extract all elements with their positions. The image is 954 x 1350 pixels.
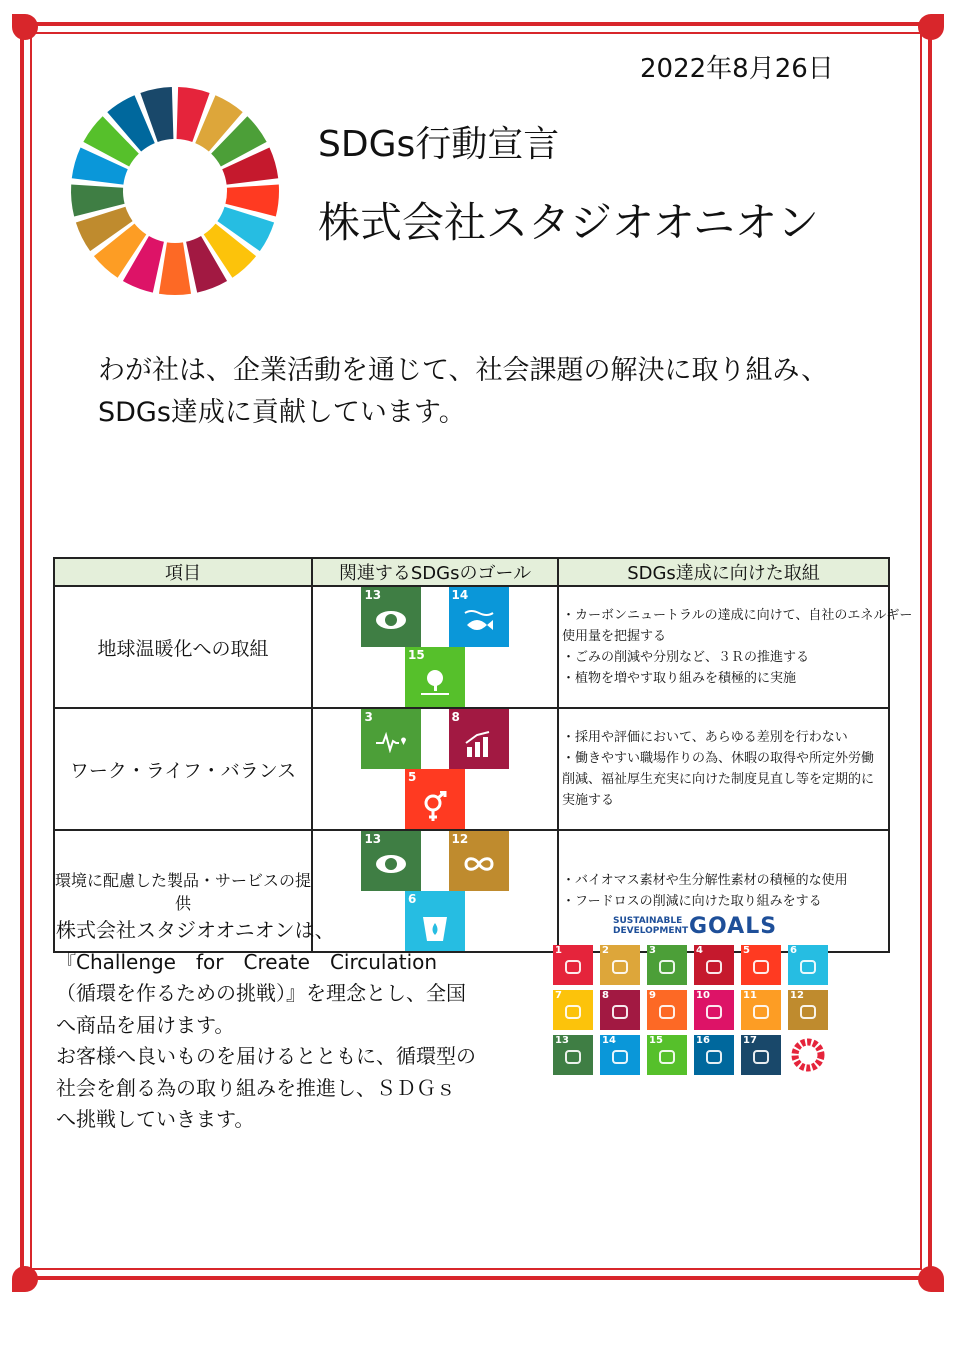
goal-symbol-icon: [659, 1005, 675, 1019]
goal-symbol-icon: [753, 960, 769, 974]
row-actions: [558, 708, 889, 830]
company-name: 株式会社スタジオオニオン: [318, 198, 820, 247]
sdg-5-icon: 5: [405, 769, 465, 829]
header-item: 項目: [54, 558, 312, 586]
page-title: SDGs行動宣言: [318, 124, 560, 165]
goal-symbol-icon: [706, 1005, 722, 1019]
sdg-11-tile: 11: [741, 990, 781, 1030]
goal-symbol-icon: [706, 960, 722, 974]
closing-line: お客様へ良いものを届けるとともに、循環型の: [56, 1044, 476, 1068]
sdg-8-tile: 8: [600, 990, 640, 1030]
sdg-7-tile: 7: [553, 990, 593, 1030]
sdg-5-tile: 5: [741, 945, 781, 985]
corner-ornament: [918, 1266, 944, 1292]
sdgs-wheel-tile: [788, 1035, 828, 1075]
closing-line: へ商品を届けます。: [56, 1012, 235, 1037]
table-header-row: [54, 558, 889, 586]
closing-line: 社会を創る為の取り組みを推進し、ＳＤＧｓ: [56, 1075, 456, 1100]
corner-ornament: [12, 1266, 38, 1292]
closing-statement: [56, 915, 476, 1136]
sdg-4-tile: 4: [694, 945, 734, 985]
sdg-6-icon: 6: [405, 891, 465, 951]
sdgs-table: [53, 557, 913, 953]
goal-symbol-icon: [565, 960, 581, 974]
action-line: ・フードロスの削減に向けた取り組みをする: [562, 894, 822, 909]
intro-line: わが社は、企業活動を通じて、社会課題の解決に取り組み、: [98, 355, 829, 386]
sdg-3-tile: 3: [647, 945, 687, 985]
corner-ornament: [12, 14, 38, 40]
row-item: ワーク・ライフ・バランス: [54, 708, 312, 830]
corner-ornament: [918, 14, 944, 40]
table-row: [54, 708, 889, 830]
row-item: 環境に配慮した製品・サービスの提供: [54, 830, 312, 952]
sdg-1-tile: 1: [553, 945, 593, 985]
sdg-13-icon: 13: [361, 587, 421, 647]
action-line: ・ごみの削減や分別など、３Ｒの推進する: [562, 650, 810, 665]
goal-symbol-icon: [612, 1050, 628, 1064]
sdg-2-tile: 2: [600, 945, 640, 985]
goal-symbol-icon: [800, 960, 816, 974]
sdg-15-icon: 15: [405, 647, 465, 707]
goal-symbol-icon: [659, 960, 675, 974]
closing-line: 株式会社スタジオオニオンは、: [56, 918, 335, 942]
sdg-6-tile: 6: [788, 945, 828, 985]
goal-symbol-icon: [612, 1005, 628, 1019]
row-actions: [558, 586, 913, 708]
wheel-segment: [159, 242, 191, 295]
sdg-10-tile: 10: [694, 990, 734, 1030]
sdg-12-tile: 12: [788, 990, 828, 1030]
sdg-13-icon: 13: [361, 831, 421, 891]
action-line: ・働きやすい職場作りの為、休暇の取得や所定外労働: [562, 751, 875, 766]
sdg-17-tile: 17: [741, 1035, 781, 1075]
action-line: ・植物を増やす取り組みを積極的に実施: [562, 671, 797, 686]
date: 2022年8月26日: [640, 54, 834, 84]
poster-title: SUSTAINABLE DEVELOPMENT: [613, 916, 689, 936]
goal-symbol-icon: [565, 1050, 581, 1064]
action-line: ・カーボンニュートラルの達成に向けて、自社のエネルギー: [562, 608, 913, 623]
header-goals: 関連するSDGsのゴール: [312, 558, 558, 586]
header-actions: SDGs達成に向けた取組: [558, 558, 889, 586]
intro-text: [98, 350, 828, 434]
closing-line: 『Challenge for Create Circulation: [56, 949, 438, 974]
row-item: 地球温暖化への取組: [54, 586, 312, 708]
goal-symbol-icon: [659, 1050, 675, 1064]
goal-symbol-icon: [612, 960, 628, 974]
action-line: 削減、福祉厚生充実に向けた制度見直し等を定期的に: [562, 772, 875, 787]
sdg-15-tile: 15: [647, 1035, 687, 1075]
sdg-14-tile: 14: [600, 1035, 640, 1075]
sdg-12-icon: 12: [449, 831, 509, 891]
sdg-8-icon: 8: [449, 709, 509, 769]
sdg-13-tile: 13: [553, 1035, 593, 1075]
goal-symbol-icon: [800, 1005, 816, 1019]
action-line: ・バイオマス素材や生分解性素材の積極的な使用: [562, 873, 848, 888]
table-row: [54, 586, 889, 708]
goal-symbol-icon: [706, 1050, 722, 1064]
closing-line: へ挑戦していきます。: [56, 1107, 255, 1131]
sdg-9-tile: 9: [647, 990, 687, 1030]
goal-symbol-icon: [565, 1005, 581, 1019]
action-line: ・採用や評価において、あらゆる差別を行わない: [562, 730, 848, 745]
closing-line: （循環を作るための挑戦）』を理念とし、全国: [56, 981, 466, 1005]
sdg-14-icon: 14: [449, 587, 509, 647]
sdgs-goals-poster: [551, 912, 835, 1080]
poster-goals-word: GOALS: [689, 914, 778, 939]
intro-line: SDGs達成に貢献しています。: [98, 397, 466, 428]
sdg-3-icon: 3: [361, 709, 421, 769]
sdg-16-tile: 16: [694, 1035, 734, 1075]
sdgs-wheel-logo: [68, 84, 282, 298]
action-line: 実施する: [562, 793, 615, 808]
action-line: 使用量を把握する: [562, 629, 667, 644]
goal-symbol-icon: [753, 1050, 769, 1064]
row-goals: [312, 586, 558, 708]
goal-symbol-icon: [753, 1005, 769, 1019]
row-goals: [312, 708, 558, 830]
